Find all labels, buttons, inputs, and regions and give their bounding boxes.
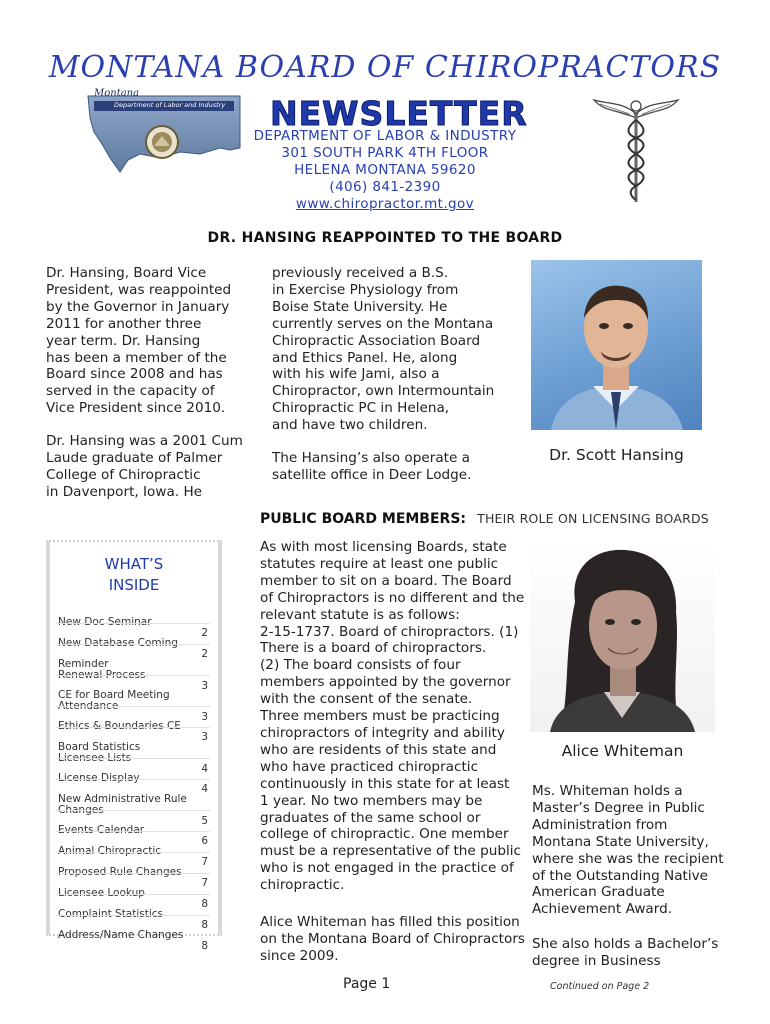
toc-divider: [56, 831, 210, 832]
toc-divider: [56, 873, 210, 874]
montana-logo: [80, 88, 250, 180]
whats-inside-box: [46, 540, 222, 952]
toc-item-label: New Database Coming: [58, 637, 178, 649]
address-department: DEPARTMENT OF LABOR & INDUSTRY: [253, 128, 517, 144]
toc-item-page: 2: [201, 627, 208, 639]
toc-divider: [56, 915, 210, 916]
toc-item-label: Address/Name Changes: [58, 929, 184, 941]
toc-item-page: 7: [201, 856, 208, 868]
toc-item-label: Licensee Lookup: [58, 887, 145, 899]
toc-item-label: Animal Chiropractic: [58, 845, 162, 857]
toc-item-page: 3: [201, 731, 208, 743]
toc-divider: [56, 852, 210, 853]
logo-subtext: Department of Labor and Industry: [114, 101, 226, 109]
section2-main-para2: Alice Whiteman has filled this position on the Montana Board of Chiropractors since 2009.: [260, 914, 525, 964]
toc-item-page: 3: [201, 711, 208, 723]
section2-side-para1: Ms. Whiteman holds a Master’s Degree in Public Administration from Montana State University, where she was the recipient of the Outstanding Native American Graduate Achievement Award.: [532, 783, 724, 918]
toc-item-page: 6: [201, 835, 208, 847]
portrait-woman-icon: [530, 542, 715, 732]
toc-item-page: 4: [201, 763, 208, 775]
newsletter-title: NEWSLETTER: [270, 94, 528, 133]
toc-divider: [56, 727, 210, 728]
toc-item-label: Board Statistics Licensee Lists: [58, 741, 141, 764]
section2-title: PUBLIC BOARD MEMBERS:: [260, 511, 467, 527]
toc-divider: [56, 779, 210, 780]
section2-main-para1: As with most licensing Boards, state statutes require at least one public member to sit on a board. The Board of Chiropractors is no different and the relevant statute is as follows: 2-15-1737. Board of chiropractors. (1) There is a board of chiropractors. (2) The board consists of four members appointed by the governor with the consent of the senate. Three members must be practicing chiropractors of integrity and ability who are residents of this state and who have practiced chiropractic continuously in this state for at least 1 year. No two members may be graduates of the same school or college of chiropractic. One member must be a representative of the public who is not engaged in the practice of chiropractic.: [260, 539, 525, 894]
caduceus-icon: [590, 88, 682, 208]
portrait-man-icon: [531, 260, 702, 430]
hansing-photo: [531, 260, 702, 430]
toc-divider: [56, 644, 210, 645]
page-number: Page 1: [343, 976, 391, 992]
whiteman-caption: Alice Whiteman: [561, 742, 684, 760]
toc-divider: [56, 675, 210, 676]
address-phone: (406) 841-2390: [329, 179, 441, 195]
toc-item-page: 8: [201, 919, 208, 931]
toc-item-label: CE for Board Meeting Attendance: [58, 689, 170, 712]
article1-col2-para1: previously received a B.S. in Exercise Physiology from Boise State University. He currently serves on the Montana Chiropractic Association Board and Ethics Panel. He, along with his wife Jami, also a Chiropractor, own Intermountain Chiropractic PC in Helena, and have two children.: [272, 265, 495, 434]
toc-item-label: New Doc Seminar: [58, 616, 152, 628]
logo-text: Montana: [94, 88, 140, 99]
caduceus-logo: [590, 88, 682, 208]
headline: DR. HANSING REAPPOINTED TO THE BOARD: [207, 230, 563, 246]
article1-col1-para1: Dr. Hansing, Board Vice President, was reappointed by the Governor in January 2011 for another three year term. Dr. Hansing has been a member of the Board since 2008 and has served in the capacity of Vice President since 2010.: [46, 265, 232, 417]
hansing-caption: Dr. Scott Hansing: [549, 446, 684, 464]
whiteman-photo: [530, 542, 715, 732]
toc-item-page: 3: [201, 680, 208, 692]
toc-item-page: 8: [201, 898, 208, 910]
section2-heading: [260, 508, 740, 527]
toc-item-label: New Administrative Rule Changes: [58, 793, 187, 816]
article1-col2-para2: The Hansing’s also operate a satellite office in Deer Lodge.: [272, 450, 472, 483]
toc-divider: [56, 810, 210, 811]
toc-item-page: 4: [201, 783, 208, 795]
toc-item-label: Proposed Rule Changes: [58, 866, 182, 878]
toc-item-page: 5: [201, 815, 208, 827]
toc-item-label: Reminder Renewal Process: [58, 658, 146, 681]
toc-item-label: Complaint Statistics: [58, 908, 164, 920]
toc-item-page: 7: [201, 877, 208, 889]
continued-note: Continued on Page 2: [550, 981, 650, 992]
section2-side-para2: She also holds a Bachelor’s degree in Business: [532, 936, 719, 969]
toc-divider: [56, 758, 210, 759]
toc-item-page: 8: [201, 940, 208, 952]
address-city: HELENA MONTANA 59620: [294, 162, 476, 178]
article1-col1-para2: Dr. Hansing was a 2001 Cum Laude graduate of Palmer College of Chiropractic in Davenport, Iowa. He: [46, 433, 243, 500]
toc-title: WHAT’S INSIDE: [104, 555, 164, 594]
toc-item-page: 2: [201, 648, 208, 660]
toc-divider: [56, 706, 210, 707]
section2-subtitle: THEIR ROLE ON LICENSING BOARDS: [477, 511, 709, 526]
website-link[interactable]: www.chiropractor.mt.gov: [295, 196, 475, 212]
toc-item-label: Events Calendar: [58, 824, 145, 836]
toc-item-label: License Display: [58, 772, 140, 784]
masthead-title: MONTANA BOARD OF CHIROPRACTORS: [48, 50, 722, 85]
toc-divider: [56, 894, 210, 895]
toc-item-label: Ethics & Boundaries CE: [58, 720, 181, 732]
address-street: 301 SOUTH PARK 4TH FLOOR: [281, 145, 489, 161]
toc-item[interactable]: [58, 919, 208, 952]
toc-divider: [56, 623, 210, 624]
